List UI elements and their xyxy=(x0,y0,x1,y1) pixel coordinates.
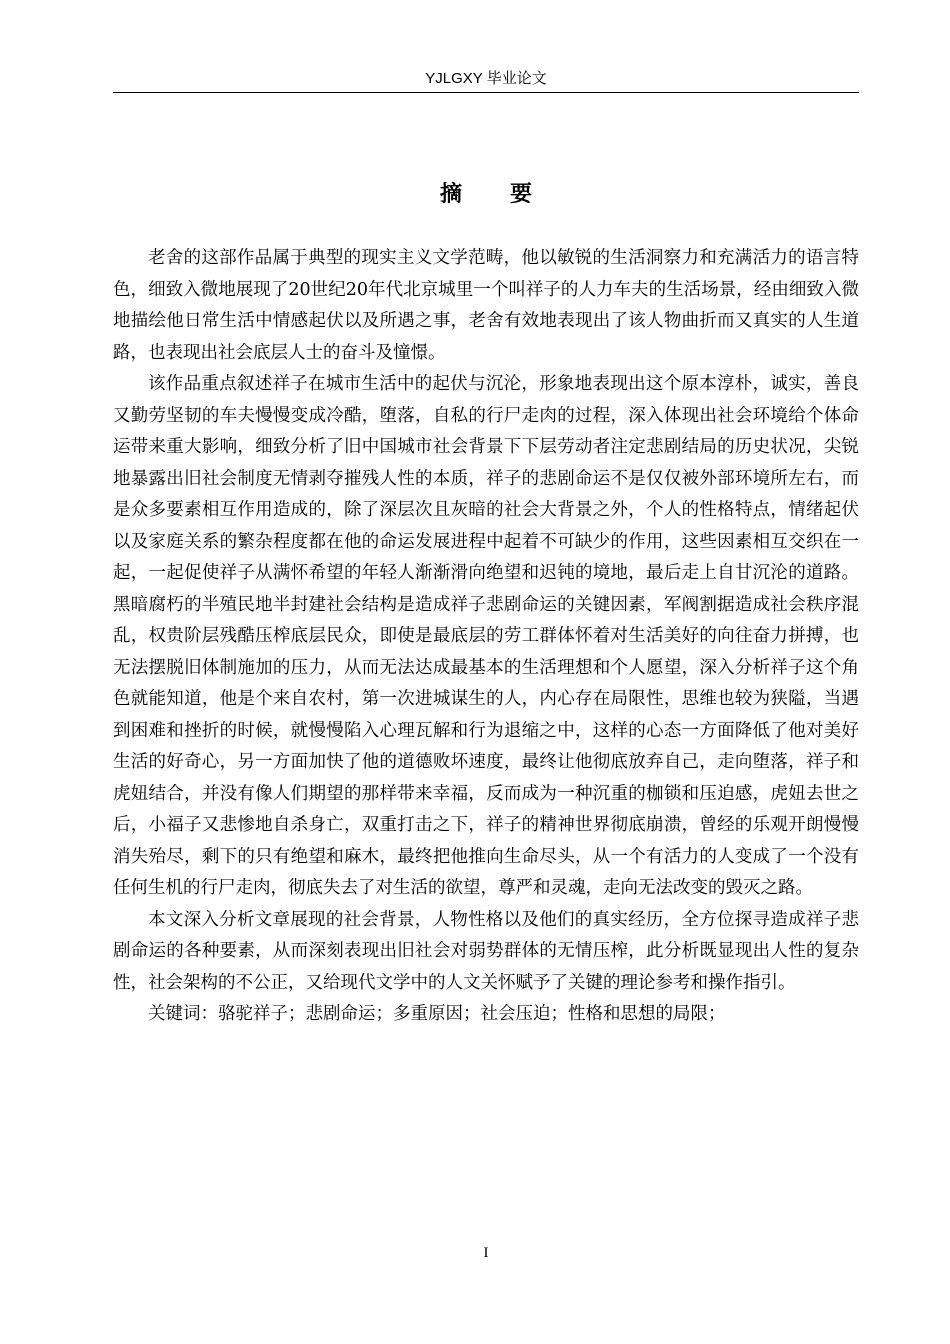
keywords-text: 骆驼祥子；悲剧命运；多重原因；社会压迫；性格和思想的局限； xyxy=(218,1004,726,1024)
abstract-title: 摘要 xyxy=(439,182,580,207)
page-number: I xyxy=(483,1245,489,1261)
abstract-body xyxy=(113,243,859,1031)
page-header xyxy=(113,66,859,93)
keywords-label: 关键词： xyxy=(148,1004,218,1024)
header-text: YJLGXY 毕业论文 xyxy=(425,70,547,87)
keywords-line xyxy=(113,999,859,1031)
abstract-paragraph-1: 老舍的这部作品属于典型的现实主义文学范畴，他以敏锐的生活洞察力和充满活力的语言特色，细致入微地展现了20世纪20年代北京城里一个叫祥子的人力车夫的生活场景，经由细致入微地描绘他日常生活中情感起伏以及所遇之事，老舍有效地表现出了该人物曲折而又真实的人生道路，也表现出社会底层人士的奋斗及憧憬。 xyxy=(113,248,859,363)
abstract-paragraph-3: 本文深入分析文章展现的社会背景，人物性格以及他们的真实经历，全方位探寻造成祥子悲剧命运的各种要素，从而深刻表现出旧社会对弱势群体的无情压榨，此分析既显现出人性的复杂性，社会架构的不公正，又给现代文学中的人文关怀赋予了关键的理论参考和操作指引。 xyxy=(113,909,859,993)
abstract-paragraph-2: 该作品重点叙述祥子在城市生活中的起伏与沉沦，形象地表现出这个原本淳朴，诚实，善良又勤劳坚韧的车夫慢慢变成冷酷，堕落，自私的行尸走肉的过程，深入体现出社会环境给个体命运带来重大影响，细致分析了旧中国城市社会背景下下层劳动者注定悲剧结局的历史状况，尖锐地暴露出旧社会制度无情剥夺摧残人性的本质，祥子的悲剧命运不是仅仅被外部环境所左右，而是众多要素相互作用造成的，除了深层次且灰暗的社会大背景之外，个人的性格特点，情绪起伏以及家庭关系的繁杂程度都在他的命运发展进程中起着不可缺少的作用，这些因素相互交织在一起，一起促使祥子从满怀希望的年轻人渐渐滑向绝望和迟钝的境地，最后走上自甘沉沦的道路。 黑暗腐朽的半殖民地半封建社会结构是造成祥子悲剧命运的关键因素，军阀割据造成社会秩序混乱，权贵阶层残酷压榨底层民众，即使是最底层的劳工群体怀着对生活美好的向往奋力拼搏，也无法摆脱旧体制施加的压力，从而无法达成最基本的生活理想和个人愿望，深入分析祥子这个角色就能知道，他是个来自农村，第一次进城谋生的人，内心存在局限性，思维也较为狭隘，当遇到困难和挫折的时候，就慢慢陷入心理瓦解和行为退缩之中，这样的心态一方面降低了他对美好生活的好奇心，另一方面加快了他的道德败坏速度，最终让他彻底放弃自己，走向堕落，祥子和虎妞结合，并没有像人们期望的那样带来幸福，反而成为一种沉重的枷锁和压迫感，虎妞去世之后，小福子又悲惨地自杀身亡，双重打击之下，祥子的精神世界彻底崩溃，曾经的乐观开朗慢慢消失殆尽，剩下的只有绝望和麻木，最终把他推向生命尽头，从一个有活力的人变成了一个没有任何生机的行尸走肉，彻底失去了对生活的欲望，尊严和灵魂，走向无法改变的毁灭之路。 xyxy=(113,374,859,898)
